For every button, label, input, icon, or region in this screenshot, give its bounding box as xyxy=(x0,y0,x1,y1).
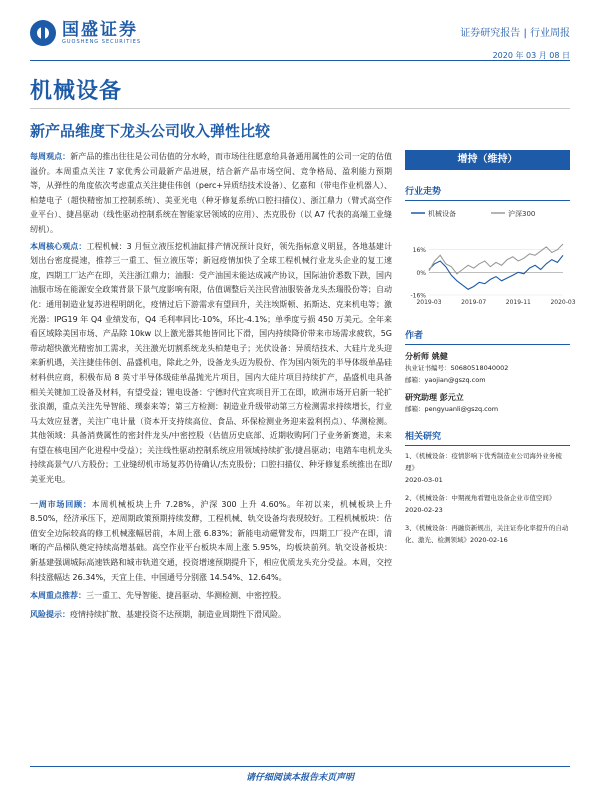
legend-label: 机械设备 xyxy=(428,210,456,218)
x-tick-label: 2020-03 xyxy=(550,299,576,306)
recommendation-label: 本周重点推荐： xyxy=(30,591,86,601)
related-section-title: 相关研究 xyxy=(405,429,570,446)
sidebar xyxy=(405,150,576,546)
x-tick-label: 2019-03 xyxy=(416,299,442,306)
weekly-view-paragraph xyxy=(30,150,392,238)
analyst-cert: 执业证书编号：S0680518040002 xyxy=(405,364,509,372)
market-review-text: 本周机械板块上升 7.28%，沪深 300 上升 4.60%。年初以来，机械板块上升 8.50%，经济承压下，逆周期政策预期持续发酵，工程机械、轨交设备均表现较好。工程机械板块：估值安全边际较高的修工机械涨幅居前，本周上涨 6.83%；新能电动磁臂发布，四期工厂投产在即，清晰的产品梯队奠定持续高增基础。高空作业平台板块本周上涨 5.95%，均板块前列。轨交设备板块：新基建强调城际高速铁路和城市轨道交通，投资增速预期提升下，相应优质龙头充分受益。本周，交控科技涨幅达 26.34%，天宜上佳、中国通号分别涨 14.54%、12.64%。 xyxy=(30,499,392,582)
risk-label: 风险提示： xyxy=(30,609,70,619)
authors-section-title: 作者 xyxy=(405,328,570,345)
report-subtitle: 新产品维度下龙头公司收入弹性比较 xyxy=(30,122,271,140)
core-view-text: 工程机械：3 月恒立液压挖机油缸排产情况预计良好，领先指标意义明显，各地基建计划出台密度提速，推荐三一重工、恒立液压等；新冠疫情加快了全球工程机械行业龙头企业的复工速度，四期工厂达产在即，关注浙江鼎力；油服：受产油国未能达成减产协议，国际油价悉数下跌，国内油服市场在能源安全政策背景下景气度影响有限，估值调整后关注民营油服装备龙头杰瑞股份等；自动化：通用制造业复苏进程明朗化，疫情过后下游需求有望回升，关注埃斯顿、拓斯达、克来机电等；激光器：IPG19 年 Q4 业绩发布，Q4 毛利率同比-10%，环比-4.1%；单季度亏损 450 万美元。全年来看区域除美国市场、产品除 10kw 以上激光器其他皆同比下滑，国内持续降价带来市场需求疲软，5G 带动超快激光精密加工需求，关注激光切割系统龙头柏楚电子；光伏设备：异质结技术、大硅片龙头迎来新机遇，关注捷佳伟创、晶盛机电，除此之外，设备龙头迈为股份、作为国内领先的半导体级单晶硅材料供应商，积极布局 8 英寸半导体级硅单晶抛光片项目，国内大硅片项目持续扩产，晶盛机电具备相关关键加工设备及材料，有望受益；锂电设备：宁德时代宜宾项目开工在即，欧洲市场开启新一轮扩张浪潮，重点关注先导智能、璞泰来等；第三方检测：制造业升级带动第三方检测需求持续增长，行业马太效应显著，关注广电计量（资本开支持续高位、食品、环保检测业务迎来盈利拐点）、华测检测。其他领域：具备消费属性的密封件龙头/中密控股（估值历史底部、近期收购阿门子业务新赛道，未来有望在核电国产化进程中受益）；关注线性驱动控制系统应用领域持续扩张/捷昌驱动；电踏车电机龙头持续高景气/八方股份；工业缝纫机市场复苏仍待确认/杰克股份；口腔扫描仪、种牙修复系统推出在即/美亚光电。 xyxy=(30,241,392,485)
x-tick-label: 2019-07 xyxy=(461,299,487,306)
footer-disclaimer: 请仔细阅读本报告末页声明 xyxy=(245,773,354,783)
y-tick-label: 16% xyxy=(412,247,426,255)
analyst-email: 邮箱：yaojian@gszq.com xyxy=(405,376,486,384)
assistant-name: 研究助理 彭元立 xyxy=(405,393,464,402)
report-type: 证券研究报告 | 行业周报 xyxy=(460,28,570,39)
weekly-view-label: 每周观点： xyxy=(30,152,71,161)
y-tick-label: 0% xyxy=(416,269,426,277)
market-review-paragraph xyxy=(30,498,392,586)
logo-cn: 国盛证券 xyxy=(62,19,138,40)
footer-divider xyxy=(30,766,570,767)
title-divider xyxy=(30,108,570,109)
related-report-3[interactable]: 3、《机械设备：再融资新规出，关注证券化率提升的自动化、激光、检测领域》2020-02-16 xyxy=(405,524,569,544)
x-tick-label: 2019-11 xyxy=(505,299,531,306)
weekly-view-text: 新产品的推出往往是公司估值的分水岭，而市场往往愿意给具备通用属性的公司一定的估值溢价。本周重点关注 7 家优秀公司最新产品进展，结合新产品市场空间、竞争格局、盈利能力预期等，从弹性的角度依次考虑重点关注捷佳伟创（perc+异质结技术设备）、亿嘉和（带电作业机器人）、柏楚电子（超快精密加工控制系统）、美亚光电（种牙修复系统\口腔扫描仪）、浙江鼎力（臂式高空作业平台）、捷昌驱动（线性驱动控制系统在智能家居领域的应用）、杰克股份（以 A7 代表的高端工业缝纫机）。 xyxy=(30,152,393,234)
related-report-2[interactable]: 2、《机械设备：中期视角看锂电设备企业市值空间》 xyxy=(405,494,556,502)
core-view-label: 本周核心观点： xyxy=(30,241,87,251)
trend-chart-svg xyxy=(405,205,576,310)
related-report-2-date: 2020-02-23 xyxy=(405,506,443,514)
logo-mark-icon xyxy=(30,20,56,46)
analyst-name: 分析师 姚健 xyxy=(405,352,448,361)
risk-text: 疫情持续扩散、基建投资不达预期，制造业周期性下滑风险。 xyxy=(70,609,286,619)
recommendation-paragraph xyxy=(30,589,392,604)
trend-section-title: 行业走势 xyxy=(405,184,570,201)
y-tick-label: -16% xyxy=(410,292,426,300)
company-logo xyxy=(30,20,141,46)
report-date: 2020 年 03 月 08 日 xyxy=(492,51,570,60)
recommendation-text: 三一重工、先导智能、捷昌驱动、华测检测、中密控股。 xyxy=(86,591,286,601)
rating-badge: 增持（维持） xyxy=(405,150,570,170)
page-title: 机械设备 xyxy=(30,79,123,104)
risk-paragraph xyxy=(30,608,392,623)
related-report-1-date: 2020-03-01 xyxy=(405,476,443,484)
header-divider xyxy=(30,60,570,61)
legend-label: 沪深300 xyxy=(508,210,536,218)
assistant-email: 邮箱：pengyuanli@gszq.com xyxy=(405,405,499,413)
market-review-label: 一周市场回顾： xyxy=(30,499,92,509)
logo-en: GUOSHENG SECURITIES xyxy=(62,38,142,45)
series-line xyxy=(429,244,563,274)
report-body xyxy=(30,150,392,624)
trend-chart xyxy=(405,205,576,314)
report-header xyxy=(0,0,600,48)
core-view-paragraph xyxy=(30,240,392,488)
related-report-1[interactable]: 1、《机械设备：疫情影响下优秀制造业公司海外业务梳理》 xyxy=(405,452,562,472)
